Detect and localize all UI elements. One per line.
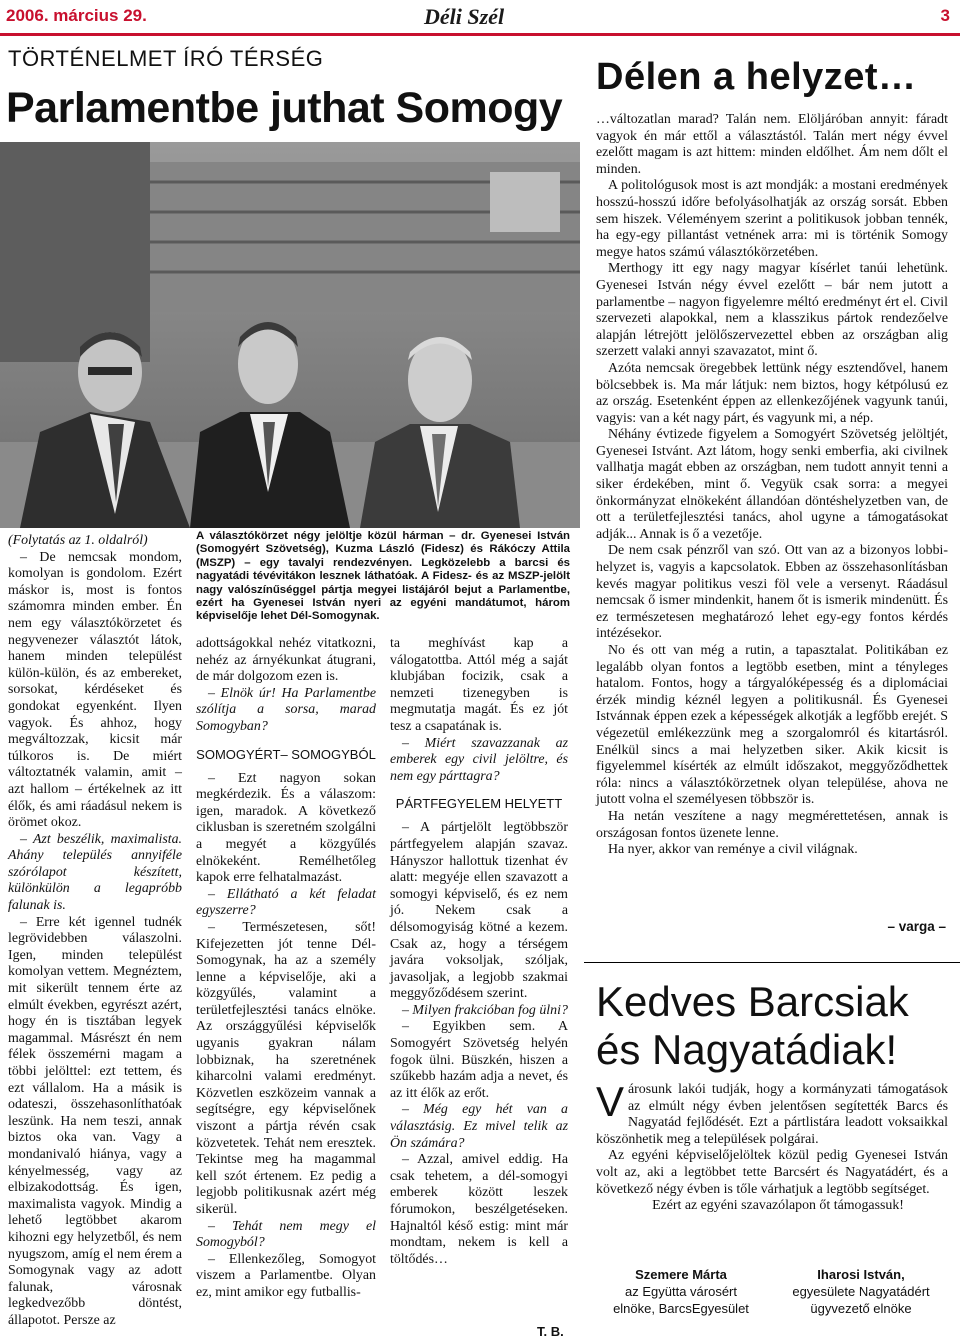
paragraph: – Ellenkezőleg, Somogyot viszem a Parlamentbe. Olyan ez, mint amikor egy futballis- — [196, 1251, 376, 1300]
paragraph: – Milyen frakcióban fog ülni? — [402, 1002, 568, 1018]
paragraph: – Miért szavazzanak az emberek egy civil jelöltre, és nem egy párttagra? — [390, 735, 568, 784]
article-column-3 — [390, 636, 568, 1268]
page-number: 3 — [940, 6, 950, 25]
ad-title — [596, 978, 909, 1074]
opinion-title: Délen a helyzet… — [596, 56, 917, 98]
opinion-paragraph: Néhány évtizede figyelem a Somogyért Szövetség jelöltjét, Gyenesei Istvánt. Azt látom, hogy senki emberfia, aki civilnek vallhatja magát ebben az országban, nem tudott annyit tenni a siker érdekében, mint ő. Vegyük csak sorra: a megyei önkormányzat elnökeként állandóan döntéshelyzetben van, de ott a területfejlesztési tanács, ahol ugyne a támogatásokat adják... Annak is ő a vezetője. — [596, 427, 948, 542]
ad-signer-2 — [776, 1266, 946, 1317]
masthead-logo — [420, 2, 538, 32]
ad-paragraph-2: Az egyéni képviselőjelöltek közül pedig Gyenesei István volt az, aki a legtöbbet tette Barcsért és Nagyatádért, és a következő négy évben is tőle várhatjuk a legtöbb segítséget. — [596, 1148, 948, 1197]
opinion-body — [596, 112, 948, 859]
candidates-photo — [0, 142, 580, 528]
article-column-2 — [196, 636, 376, 1302]
opinion-paragraph: …változatlan marad? Talán nem. Elöljáróban annyit: fáradt vagyok én már ettől a választástól. Talán mert négy évvel ezelőtt magam is azt hittem: minden eldőlhet. Ám nem dőlt el minden. — [596, 112, 948, 177]
paragraph: – De nemcsak mondom, komolyan is gondolom. Ezért máskor is, most is fontos számomra minden ember. Én nem egy választókörzetet és negyvenezer választót látok, hanem minden települést külön-külön, és az embereket, sorsokat, kérdéseket és gondokat egyenként. Ilyen vagyok. És ahhoz, hogy megváltozzak, kicsit már túlkoros is. De miért változtatnék valamin, amit – azt hallom – értékelnek az itt élők, és ami ráadásul nekem is örömet okoz. — [8, 549, 182, 831]
paragraph: – A pártjelölt legtöbbször pártfegyelem alapján szavaz. Hányszor hallottuk tizenhat év alatt: megyéje ellen szavazott a somogyi képviselő, és ez nem jó. Nekem csak a délsomogyiság kötné a kezem. Csak az, hogy a térségem javára voksoljak, szóljak, javasoljak, a legjobb szakmai meggyőződésem szerint. — [390, 820, 568, 1002]
paragraph: – Ellátható a két feladat egyszerre? — [196, 886, 376, 919]
paragraph: – Ezt nagyon sokan megkérdezik. És a válaszom: igen, maradok. A következő ciklusban is szeretném szolgálni a megyét a közgyűlés elnökeként. Remélhetőleg kapok erre felhatalmazást. — [196, 770, 376, 886]
paragraph: ta meghívást kap a válogatottba. Attól még a saját klubjában focizik, csak a nemzeti tizenegyben is megmutatja magát. És ez jót tesz a csapatának is. — [390, 636, 568, 734]
paragraph: – Erre két igennel tudnék legrövidebben válaszolni. Igen, minden települést komolyan vettem. Megnéztem, mit sikerült tennem érte az elmúlt években, egyrészt azért, hogy én is tisztában legyek magammal. Másrészt én nem félek összemérni magam a többi jelölttel: ezt tettem, és ezt vállalom. Ha a másik is odateszi, összehasonlíthatóak leszünk. Ha nem teszi, annak biztos oka van. Vagy a mondanivaló hiánya, vagy a kényelmesség, vagy az elbizakodottság. És igen, maximalista vagyok. Mindig a lehető legtöbbet akarom kihozni egy helyzetből, és nem nyugszom, amíg el nem érem a Somogynak vagy az adott falunak, városnak legkedvezőbb döntést, állapotot. Persze az — [8, 914, 182, 1328]
ad-title-line-2: és Nagyatádiak! — [596, 1026, 898, 1073]
ad-signer-2-name: Iharosi István, — [817, 1267, 905, 1282]
article-column-1 — [8, 533, 182, 1330]
paragraph: – Azt beszélik, maximalista. Ahány település annyiféle szórólapot készített, különkülön a legapróbb falunak is. — [8, 831, 182, 914]
ad-signer-1 — [596, 1266, 766, 1317]
paragraph: – Tehát nem megy el Somogyból? — [196, 1218, 376, 1251]
paragraph: adottságokkal nehéz vitatkozni, nehéz az árnyékunkat átugrani, de már dolgozom ezen is. — [196, 636, 376, 685]
paragraph: – Egyikben sem. A Somogyért Szövetség helyén fogok ülni. Büszkén, hiszen a szűkebb hazám adja a nevet, és az itt élők az erőt. — [390, 1019, 568, 1101]
opinion-paragraph: No és ott van még a rutin, a tapasztalat. Politikában ez legalább olyan fontos a legtöbb esetben, mint a tényleges hatalom. Fontos, hogy a tárgyalóképesség és a diplomáciai érzék mindig kéznél legyen a politikusnál. És Gyenesei Istvánnak éppen ezek a képességek alkotják a legfőbb erejét. S végezetül emlékezzünk meg a szorgalomról és kitartásról. Enélkül sincs a mai helyzetben siker. Akik kicsit is figyelemmel kísérték az elmúlt időszakot, meggyőződhettek róla: nincs a választókörzetnek olyan települése, ahova ne jutott volna el személyesen többször is. — [596, 643, 948, 808]
ad-paragraph-1 — [596, 1078, 948, 1148]
opinion-signature: – varga – — [887, 919, 946, 934]
photo-caption: A választókörzet négy jelöltje közül hárman – dr. Gyenesei István (Somogyért Szövetség), Kuzma László (Fidesz) és Rákóczy Attila (MSZP) – egy tavalyi rendezvényen. Legközelebb a barcsi és nagyatádi tévévitákon lesznek láthatóak. A Fidesz- és az MSZP-jelölt nagy valószínűséggel pártja megyei listájáról bejut a Parlamentbe, ezért ha Gyenesei István nyeri az egyéni mandátumot, három képviselője lehet Dél-Somogynak. — [196, 530, 570, 623]
ad-signer-2-line2: ügyvezető elnöke — [810, 1301, 912, 1316]
paragraph: – Elnök úr! Ha Parlamentbe szólítja a sorsa, marad Somogyban? — [196, 685, 376, 734]
article-signature: T. B. — [537, 1324, 564, 1339]
ad-dropcap: V — [596, 1078, 625, 1125]
paragraph: SOMOGYÉRT– SOMOGYBÓL — [196, 746, 376, 762]
ad-title-line-1: Kedves Barcsiak — [596, 978, 909, 1025]
paragraph: PÁRTFEGYELEM HELYETT — [395, 796, 563, 812]
issue-date: 2006. március 29. — [6, 6, 147, 25]
ad-body — [596, 1078, 948, 1215]
paragraph: – Még egy hét van a választásig. Ez mivel telik az Ön számára? — [390, 1102, 568, 1151]
ad-signer-1-line1: az Együtta városért — [625, 1284, 737, 1299]
paragraph: – Azzal, amivel eddig. Ha csak tehetem, a dél-somogyi emberek között leszek fórumokon, beszélgetéseken. Hajnaltól késő estig: mint már mondtam, nekem is kell a töltődés… — [390, 1152, 568, 1267]
ad-paragraph-1-text: árosunk lakói tudják, hogy a kormányzati támogatások az elmúlt négy évben jelentősen segítették Barcs és Nagyatád fejlődését. Ezt a pártlistára leadott voksaikkal köszönhetik meg a települések polgárai. — [596, 1082, 948, 1147]
header-rule — [0, 33, 960, 36]
opinion-paragraph: A politológusok most is azt mondják: a mostani eredmények hosszú-hosszú időre befolyásolhatják az ország sorsát. Ebben sem hiszek. Véleményem szerint a politikusok jobban tennék, ha egy-egy pillantást vetnének arra: mi is történik Somogy megye hatos számú választókörzetében. — [596, 178, 948, 260]
opinion-paragraph: Ha nyer, akkor van reménye a civil világnak. — [608, 842, 858, 858]
article-kicker: TÖRTÉNELMET ÍRÓ TÉRSÉG — [8, 46, 324, 71]
ad-signer-2-line1: egyesülete Nagyatádért — [792, 1284, 930, 1299]
opinion-paragraph: Merthogy itt egy nagy magyar kísérlet tanúi lehetünk. Gyenesei István négy évvel ezelőtt – bár nem jutott a parlamentbe – nagyon figyelemre méltó eredményt ért el. Civil szervezeti alapokkal, nem a klasszikus pártok rendezőelve alapján létrejött jelölőszervezettel ebben az országban alig szerzett valaki annyi szavazatot, mint ő. — [596, 261, 948, 360]
article-headline: Parlamentbe juthat Somogy — [6, 84, 563, 132]
opinion-paragraph: Azóta nemcsak öregebbek lettünk négy esztendővel, hanem bölcsebbek is. Ma már látjuk: nem biztos, hogy kétpólusú ez az ország. Esetenként éppen az ellenkezőjének vagyunk tanúi, vagyis: van a két nagy párt, és vagyunk mi, a nép. — [596, 360, 948, 426]
masthead-text: Déli Szél — [424, 4, 505, 29]
ad-paragraph-3: Ezért az egyéni szavazólapon őt támogassuk! — [652, 1198, 904, 1214]
opinion-paragraph: Ha netán veszítene a nagy megmérettetésen, annak is országosan fontos üzenete lenne. — [596, 808, 948, 841]
paragraph: – Természetesen, sőt! Kifejezetten jót tenne Dél-Somogynak, ha az a személy lenne a képviselője, aki a közgyűlés, valamint a területfejlesztési tanács elnöke. Az országgyűlési képviselők ugyanis gyakran nálam lobbiznak, ha szeretnének kiharcolni valami eredményt. Közvetlen eszközeim vannak a segítségre, egy képviselőnek viszont a pártja révén csak közvetetek. Tehát nem eresztek. Tekintse meg ha magammal kell szót értenem. Ez pedig a legjobb politikusnak azért még sikerül. — [196, 919, 376, 1217]
ad-signer-1-name: Szemere Márta — [635, 1267, 727, 1282]
ad-signer-1-line2: elnöke, BarcsEgyesület — [613, 1301, 749, 1316]
opinion-paragraph: De nem csak pénzről van szó. Ott van az a bizonyos lobbi-helyzet is, vagyis a kapcsolatok. Ebben az összehasonlításban kevés magyar politikus veszi föl vele a versenyt. Ráadásul nemcsak ő ismer mindenkit, hanem őt is ismerik mindenütt. És ez természetesen meghatározó lehet egy-egy fontos kérdés intézésekor. — [596, 543, 948, 642]
paragraph: (Folytatás az 1. oldalról) — [8, 533, 148, 548]
